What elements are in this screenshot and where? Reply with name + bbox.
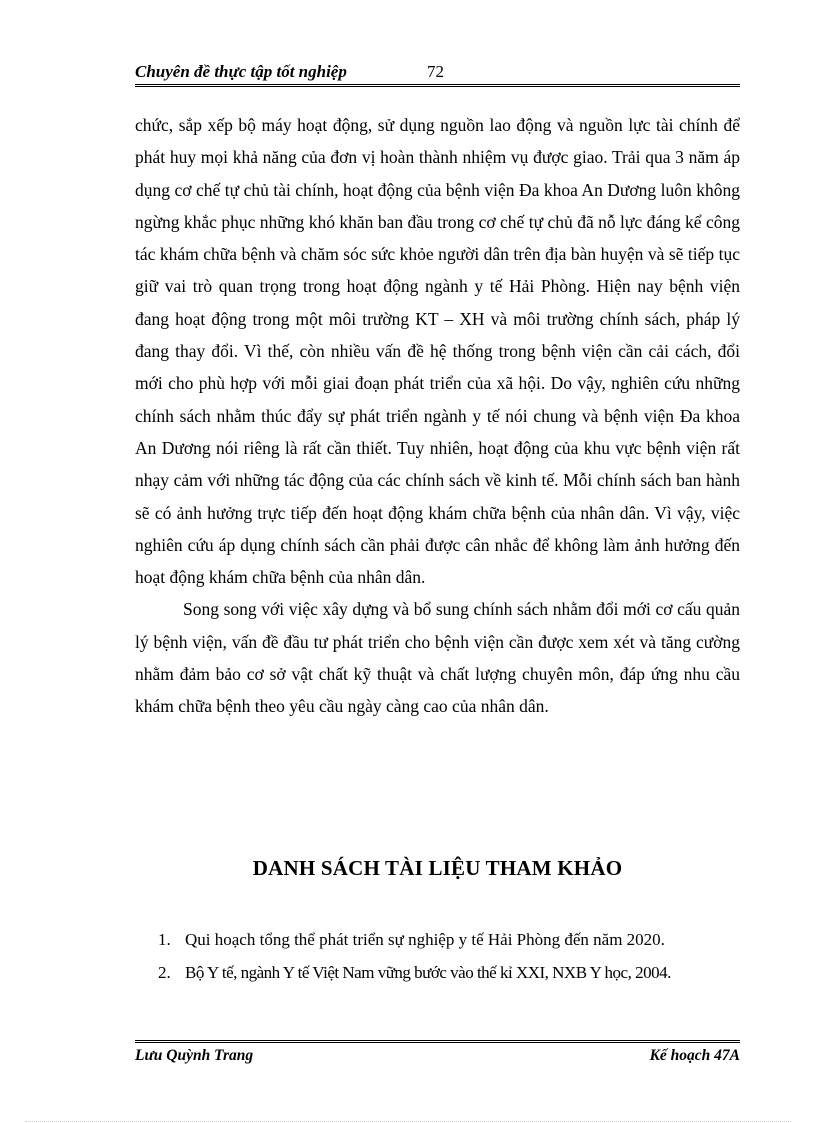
- header-divider: [135, 84, 740, 87]
- reference-number: 1.: [158, 930, 171, 949]
- references-list: [158, 923, 758, 989]
- references-heading: DANH SÁCH TÀI LIỆU THAM KHẢO: [252, 856, 623, 880]
- reference-item: [158, 956, 758, 989]
- footer-divider: [135, 1040, 740, 1043]
- body-text: [135, 109, 740, 723]
- footer-author: Lưu Quỳnh Trang: [135, 1047, 254, 1064]
- footer-class: Kế hoạch 47A: [649, 1047, 740, 1064]
- document-title: Chuyên đề thực tập tốt nghiệp: [135, 62, 347, 81]
- page-edge-divider: [25, 1121, 791, 1122]
- reference-text: Bộ Y tế, ngành Y tế Việt Nam vững bước vào thế kỉ XXI, NXB Y học, 2004.: [185, 963, 671, 982]
- reference-item: [158, 923, 758, 956]
- reference-number: 2.: [158, 963, 171, 982]
- page-number: 72: [427, 62, 444, 81]
- paragraph: chức, sắp xếp bộ máy hoạt động, sử dụng nguồn lao động và nguồn lực tài chính để phát huy mọi khả năng của đơn vị hoàn thành nhiệm vụ được giao. Trải qua 3 năm áp dụng cơ chế tự chủ tài chính, hoạt động của bệnh viện Đa khoa An Dương luôn không ngừng khắc phục những khó khăn ban đầu trong cơ chế tự chủ đã nỗ lực đáng kể công tác khám chữa bệnh và chăm sóc sức khỏe người dân trên địa bàn huyện và sẽ tiếp tục giữ vai trò quan trọng trong hoạt động ngành y tế Hải Phòng. Hiện nay bệnh viện đang hoạt động trong một môi trường KT – XH và môi trường chính sách, pháp lý đang thay đổi. Vì thế, còn nhiều vấn đề hệ thống trong bệnh viện cần cải cách, đổi mới cho phù hợp với mỗi giai đoạn phát triển của xã hội. Do vậy, nghiên cứu những chính sách nhằm thúc đẩy sự phát triển ngành y tế nói chung và bệnh viện Đa khoa An Dương nói riêng là rất cần thiết. Tuy nhiên, hoạt động của khu vực bệnh viện rất nhạy cảm với những tác động của các chính sách về kinh tế. Mỗi chính sách ban hành sẽ có ảnh hưởng trực tiếp đến hoạt động khám chữa bệnh của nhân dân. Vì vậy, việc nghiên cứu áp dụng chính sách cần phải được cân nhắc để không làm ảnh hưởng đến hoạt động khám chữa bệnh của nhân dân.: [135, 115, 740, 588]
- reference-text: Qui hoạch tổng thể phát triển sự nghiệp y tế Hải Phòng đến năm 2020.: [185, 930, 665, 949]
- paragraph: Song song với việc xây dựng và bổ sung chính sách nhằm đổi mới cơ cấu quản lý bệnh viện, vấn đề đầu tư phát triển cho bệnh viện cần được xem xét và tăng cường nhằm đảm bảo cơ sở vật chất kỹ thuật và chất lượng chuyên môn, đáp ứng nhu cầu khám chữa bệnh theo yêu cầu ngày càng cao của nhân dân.: [135, 599, 740, 717]
